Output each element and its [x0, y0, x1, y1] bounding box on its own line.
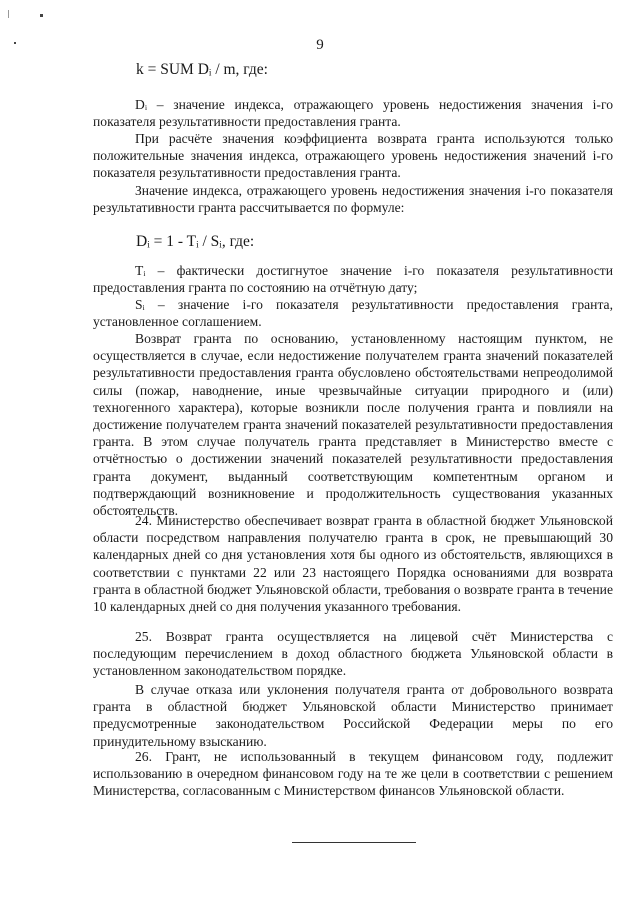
- paragraph: В случае отказа или уклонения получателя гранта от добровольного возврата гранта в областной бюджет Ульяновской области Министерство принимает предусмотренные законодательством Российской Федерации меры по его принудительному взысканию.: [93, 682, 613, 749]
- formula-d: Dᵢ = 1 - Tᵢ / Sᵢ, где:: [136, 233, 255, 250]
- formula-k: k = SUM Dᵢ / m, где:: [136, 61, 268, 78]
- end-rule: [292, 842, 416, 843]
- paragraph: 24. Министерство обеспечивает возврат гранта в областной бюджет Ульяновской области посредством направления получателю гранта в срок, не превышающий 30 календарных дней со дня установления хотя бы одного из обстоятельств, являющихся в соответствии с пунктами 22 или 23 настоящего Порядка основаниями для возврата гранта в областной бюджет Ульяновской области, требования о возврате гранта в течение 10 календарных дней со дня получения указанного требования.: [93, 513, 613, 615]
- paragraph: Значение индекса, отражающего уровень недостижения значения i-го показателя результативности гранта рассчитывается по формуле:: [93, 183, 613, 216]
- paragraph: При расчёте значения коэффициента возврата гранта используются только положительные значения индекса, отражающего уровень недостижения значений i-го показателя результативности предоставления гранта.: [93, 131, 613, 181]
- page-number: 9: [316, 37, 324, 53]
- paragraph: Возврат гранта по основанию, установленному настоящим пунктом, не осуществляется в случае, если недостижение получателем гранта значений показателей результативности предоставления гранта обусловлено обстоятельствами непреодолимой силы (пожар, наводнение, иные чрезвычайные ситуации природного и (или) техногенного характера), которые возникли после получения гранта и повлияли на достижение получателем гранта значений показателей результативности предоставления гранта. В этом случае получатель гранта представляет в Министерство вместе с отчётностью о достижении значений показателей результативности предоставления гранта документ, выданный соответствующим компетентным органом и подтверждающий возникновение и продолжительность существования указанных обстоятельств.: [93, 331, 613, 519]
- scan-dash: [8, 10, 9, 18]
- paragraph: 25. Возврат гранта осуществляется на лицевой счёт Министерства с последующим перечислением в доход областного бюджета Ульяновской области в установленном законодательством порядке.: [93, 629, 613, 679]
- paragraph: Dᵢ – значение индекса, отражающего уровень недостижения значения i-го показателя результативности предоставления гранта.: [93, 97, 613, 130]
- paragraph: Sᵢ – значение i-го показателя результативности предоставления гранта, установленное соглашением.: [93, 297, 613, 330]
- scan-dot: [40, 14, 43, 17]
- paragraph: 26. Грант, не использованный в текущем финансовом году, подлежит использованию в очередном финансовом году на те же цели в соответствии с решением Министерства, согласованным с Министерством финансов Ульяновской области.: [93, 749, 613, 799]
- paragraph: Tᵢ – фактически достигнутое значение i-го показателя результативности предоставления гранта по состоянию на отчётную дату;: [93, 263, 613, 296]
